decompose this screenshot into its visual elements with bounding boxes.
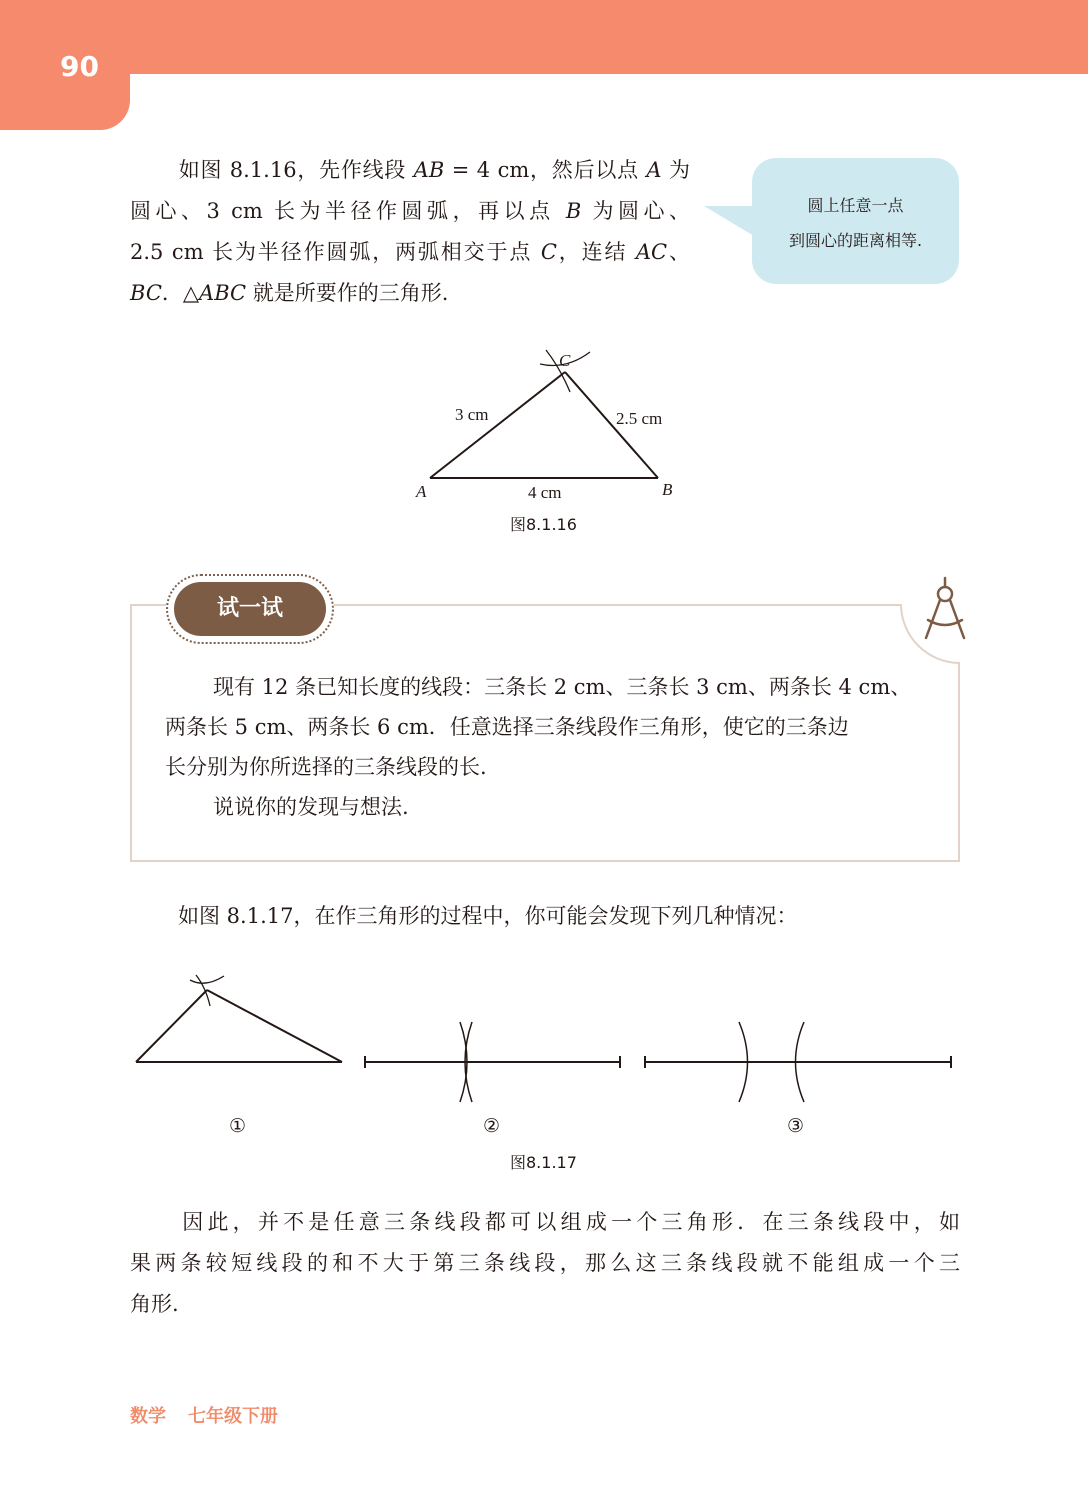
side-ac-length: 3 cm xyxy=(455,405,489,424)
text-line: 长分别为你所选择的三条线段的长. xyxy=(165,755,487,779)
text-line: 说说你的发现与想法. xyxy=(213,795,409,819)
text-line: 2.5 cm 长为半径作圆弧，两弧相交于点 C，连结 AC、 xyxy=(130,240,690,264)
case-2-label: ② xyxy=(483,1115,501,1137)
header-band xyxy=(0,0,1088,74)
footer xyxy=(130,1402,300,1428)
case-3-label: ③ xyxy=(787,1115,805,1137)
side-ab-length: 4 cm xyxy=(528,483,562,502)
text-line: 因此，并不是任意三条线段都可以组成一个三角形．在三条线段中，如 xyxy=(178,1210,960,1234)
side-bc-length: 2.5 cm xyxy=(616,409,663,428)
try-it-text xyxy=(165,667,925,827)
figure-caption: 图8.1.16 xyxy=(510,515,577,534)
arc-from-b xyxy=(546,350,570,392)
text-line: 如图 8.1.16，先作线段 AB = 4 cm，然后以点 A 为 xyxy=(178,158,690,182)
text-line: 圆心、3 cm 长为半径作圆弧，再以点 B 为圆心、 xyxy=(130,199,691,223)
text-line: 角形. xyxy=(130,1292,179,1316)
note-bubble xyxy=(752,158,959,284)
paragraph-intro-figure: 如图 8.1.17，在作三角形的过程中，你可能会发现下列几种情况： xyxy=(178,904,798,928)
bubble-line-1: 圆上任意一点 xyxy=(807,196,904,215)
paragraph-construction xyxy=(130,150,690,314)
text-line: BC．△ABC 就是所要作的三角形. xyxy=(130,281,449,305)
bubble-line-2: 到圆心的距离相等. xyxy=(788,231,923,250)
page-number: 90 xyxy=(60,50,99,83)
case-1-label: ① xyxy=(229,1115,247,1137)
text-line: 两条长 5 cm、两条长 6 cm．任意选择三条线段作三角形，使它的三条边 xyxy=(165,715,849,739)
segment-ac xyxy=(430,372,565,478)
text-line: 现有 12 条已知长度的线段：三条长 2 cm、三条长 3 cm、两条长 4 cm、 xyxy=(213,675,912,699)
paragraph-conclusion xyxy=(130,1202,960,1325)
footer-subject: 数学 xyxy=(130,1406,166,1427)
figure-caption: 图8.1.17 xyxy=(510,1153,577,1172)
label-c: C xyxy=(559,351,571,370)
text-line: 果两条较短线段的和不大于第三条线段，那么这三条线段就不能组成一个三 xyxy=(130,1251,960,1275)
label-a: A xyxy=(416,482,427,501)
footer-grade: 七年级下册 xyxy=(188,1406,278,1427)
segment-bc xyxy=(565,372,658,478)
try-it-badge: 试一试 xyxy=(174,582,326,636)
bubble-tail xyxy=(704,206,754,236)
label-b: B xyxy=(662,480,673,499)
arc-from-a xyxy=(540,352,590,366)
